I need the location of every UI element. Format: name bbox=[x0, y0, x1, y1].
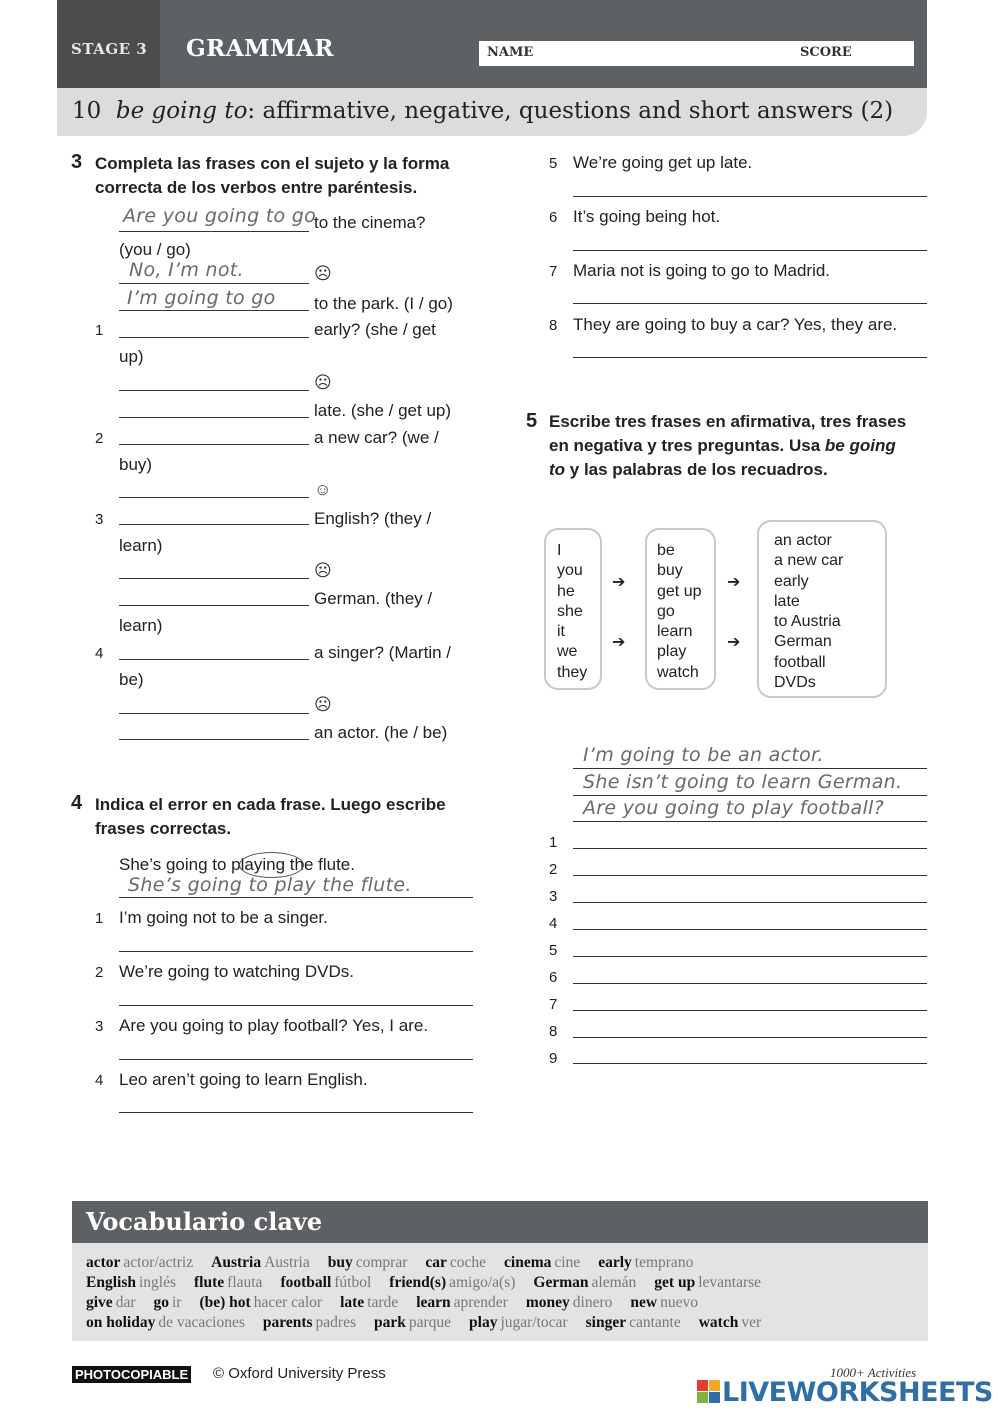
prompt-text: be) bbox=[119, 670, 144, 689]
answer-input-line[interactable] bbox=[119, 659, 309, 660]
prompt-text: learn) bbox=[119, 536, 163, 555]
prompt-text: German. (they / bbox=[314, 589, 433, 608]
section-title: GRAMMAR bbox=[186, 35, 334, 62]
sad-face-icon: ☹ bbox=[314, 264, 332, 283]
vocab-row: on holiday de vacaciones parents padres park parque play jugar/tocar singer cantante watch ver bbox=[86, 1314, 762, 1331]
prompt-text: to the park. (I / go) bbox=[314, 294, 453, 313]
vocab-title: Vocabulario clave bbox=[86, 1207, 323, 1236]
item-number: 3 bbox=[95, 511, 104, 528]
answer-input-line[interactable] bbox=[119, 390, 309, 391]
liveworksheets-logo-icon bbox=[697, 1380, 721, 1404]
prompt-text: early? (she / get bbox=[314, 320, 436, 339]
photocopiable-badge: PHOTOCOPIABLE bbox=[72, 1366, 191, 1383]
answer-input-line[interactable] bbox=[573, 1010, 927, 1011]
prompt-text: late. (she / get up) bbox=[314, 401, 452, 420]
sad-face-icon: ☹ bbox=[314, 561, 332, 580]
prompt-text: buy) bbox=[119, 455, 153, 474]
subjects-list: I you he she it we they bbox=[557, 542, 588, 681]
answer-input-line[interactable] bbox=[119, 337, 309, 338]
item-number: 9 bbox=[549, 1050, 558, 1067]
verbs-list: be buy get up go learn play watch bbox=[657, 542, 702, 681]
complements-list: an actor a new car early late to Austria German football DVDs bbox=[774, 532, 844, 692]
arrow-right-icon: ➔ bbox=[727, 634, 741, 651]
error-sentence: Maria not is going to go to Madrid. bbox=[573, 261, 831, 280]
vocab-row: actor actor/actriz Austria Austria buy comprar car coche cinema cine early temprano bbox=[86, 1254, 694, 1271]
item-number: 7 bbox=[549, 263, 558, 280]
item-number: 1 bbox=[95, 910, 104, 927]
exercise-4-instruction: Indica el error en cada frase. Luego escribe frases correctas. bbox=[95, 795, 446, 838]
item-number: 4 bbox=[549, 915, 558, 932]
error-sentence: We’re going to watching DVDs. bbox=[119, 962, 354, 981]
answer-line bbox=[119, 231, 309, 232]
vocab-row: English inglés flute flauta football fútbol friend(s) amigo/a(s) German alemán get up levantarse bbox=[86, 1274, 762, 1291]
arrow-right-icon: ➔ bbox=[612, 634, 626, 651]
prompt-text: English? (they / bbox=[314, 509, 432, 528]
example-answer: I’m going to go bbox=[127, 287, 276, 309]
example-answer: She’s going to play the flute. bbox=[128, 874, 412, 896]
answer-input-line[interactable] bbox=[119, 713, 309, 714]
error-sentence: We’re going get up late. bbox=[573, 153, 753, 172]
liveworksheets-brand[interactable]: LIVEWORKSHEETS bbox=[722, 1377, 993, 1408]
answer-input-line[interactable] bbox=[119, 1112, 473, 1113]
answer-input-line[interactable] bbox=[573, 956, 927, 957]
arrow-right-icon: ➔ bbox=[612, 574, 626, 591]
answer-input-line[interactable] bbox=[573, 929, 927, 930]
item-number: 6 bbox=[549, 209, 558, 226]
answer-input-line[interactable] bbox=[573, 250, 927, 251]
happy-face-icon: ☺ bbox=[314, 480, 332, 499]
answer-input-line[interactable] bbox=[573, 1037, 927, 1038]
exercise-4-number: 4 bbox=[71, 792, 83, 814]
answer-input-line[interactable] bbox=[573, 1063, 927, 1064]
answer-input-line[interactable] bbox=[573, 196, 927, 197]
answer-input-line[interactable] bbox=[119, 739, 309, 740]
answer-input-line[interactable] bbox=[573, 875, 927, 876]
error-sentence: They are going to buy a car? Yes, they are. bbox=[573, 315, 898, 334]
answer-input-line[interactable] bbox=[573, 303, 927, 304]
item-number: 5 bbox=[549, 155, 558, 172]
item-number: 1 bbox=[95, 322, 104, 339]
exercise-5-number: 5 bbox=[526, 410, 538, 432]
exercise-5-instruction: Escribe tres frases en afirmativa, tres frases en negativa y tres preguntas. Usa be going to y las palabras de los recuadros. bbox=[549, 412, 907, 479]
score-label: SCORE bbox=[800, 45, 852, 60]
example-answer: No, I’m not. bbox=[129, 259, 244, 281]
prompt-text: up) bbox=[119, 347, 144, 366]
item-number: 5 bbox=[549, 942, 558, 959]
item-number: 8 bbox=[549, 317, 558, 334]
answer-input-line[interactable] bbox=[119, 524, 309, 525]
item-number: 2 bbox=[95, 964, 104, 981]
answer-input-line[interactable] bbox=[573, 848, 927, 849]
publisher-credit: © Oxford University Press bbox=[213, 1365, 386, 1382]
answer-line bbox=[119, 283, 309, 284]
item-number: 7 bbox=[549, 996, 558, 1013]
item-number: 2 bbox=[549, 861, 558, 878]
answer-input-line[interactable] bbox=[119, 951, 473, 952]
example-answer: Are you going to play football? bbox=[583, 797, 885, 819]
answer-line bbox=[573, 768, 927, 769]
item-number: 8 bbox=[549, 1023, 558, 1040]
answer-input-line[interactable] bbox=[119, 578, 309, 579]
prompt-text: a new car? (we / bbox=[314, 428, 439, 447]
error-sentence: Leo aren’t going to learn English. bbox=[119, 1070, 368, 1089]
example-answer: Are you going to go bbox=[123, 205, 317, 227]
item-number: 2 bbox=[95, 430, 104, 447]
answer-input-line[interactable] bbox=[573, 357, 927, 358]
error-sentence: Are you going to play football? Yes, I are. bbox=[119, 1016, 429, 1035]
prompt-text: an actor. (he / be) bbox=[314, 723, 448, 742]
example-answer: I’m going to be an actor. bbox=[583, 744, 824, 766]
item-number: 3 bbox=[549, 888, 558, 905]
item-number: 4 bbox=[95, 1072, 104, 1089]
prompt-text: learn) bbox=[119, 616, 163, 635]
sad-face-icon: ☹ bbox=[314, 695, 332, 714]
stage-label: STAGE 3 bbox=[71, 40, 148, 58]
answer-line bbox=[573, 821, 927, 822]
prompt-text: to the cinema? bbox=[314, 213, 426, 232]
answer-input-line[interactable] bbox=[573, 902, 927, 903]
answer-input-line[interactable] bbox=[119, 417, 309, 418]
item-number: 4 bbox=[95, 645, 104, 662]
activities-label: 1000+ Activities bbox=[830, 1365, 917, 1380]
example-answer: She isn’t going to learn German. bbox=[583, 771, 903, 793]
item-number: 3 bbox=[95, 1018, 104, 1035]
answer-input-line[interactable] bbox=[119, 605, 309, 606]
exercise-3-instruction: Completa las frases con el sujeto y la forma correcta de los verbos entre paréntesis. bbox=[95, 154, 450, 197]
prompt-text: (you / go) bbox=[119, 240, 191, 259]
example-sentence: She’s going to playing the flute. bbox=[119, 855, 355, 874]
unit-title: 10 be going to: affirmative, negative, questions and short answers (2) bbox=[72, 98, 894, 124]
error-sentence: I’m going not to be a singer. bbox=[119, 908, 328, 927]
prompt-text: a singer? (Martin / bbox=[314, 643, 451, 662]
item-number: 6 bbox=[549, 969, 558, 986]
item-number: 1 bbox=[549, 834, 558, 851]
answer-input-line[interactable] bbox=[119, 1005, 473, 1006]
answer-input-line[interactable] bbox=[573, 983, 927, 984]
answer-input-line[interactable] bbox=[119, 1059, 473, 1060]
answer-input-line[interactable] bbox=[119, 444, 309, 445]
exercise-3-number: 3 bbox=[71, 151, 83, 173]
answer-line bbox=[119, 310, 309, 311]
sad-face-icon: ☹ bbox=[314, 373, 332, 392]
error-sentence: It’s going being hot. bbox=[573, 207, 721, 226]
name-label: NAME bbox=[487, 45, 534, 60]
answer-line bbox=[119, 897, 473, 898]
error-word: playing bbox=[231, 855, 286, 874]
answer-line bbox=[573, 795, 927, 796]
arrow-right-icon: ➔ bbox=[727, 574, 741, 591]
answer-input-line[interactable] bbox=[119, 497, 309, 498]
vocab-row: give dar go ir (be) hot hacer calor late tarde learn aprender money dinero new nuevo bbox=[86, 1294, 698, 1311]
